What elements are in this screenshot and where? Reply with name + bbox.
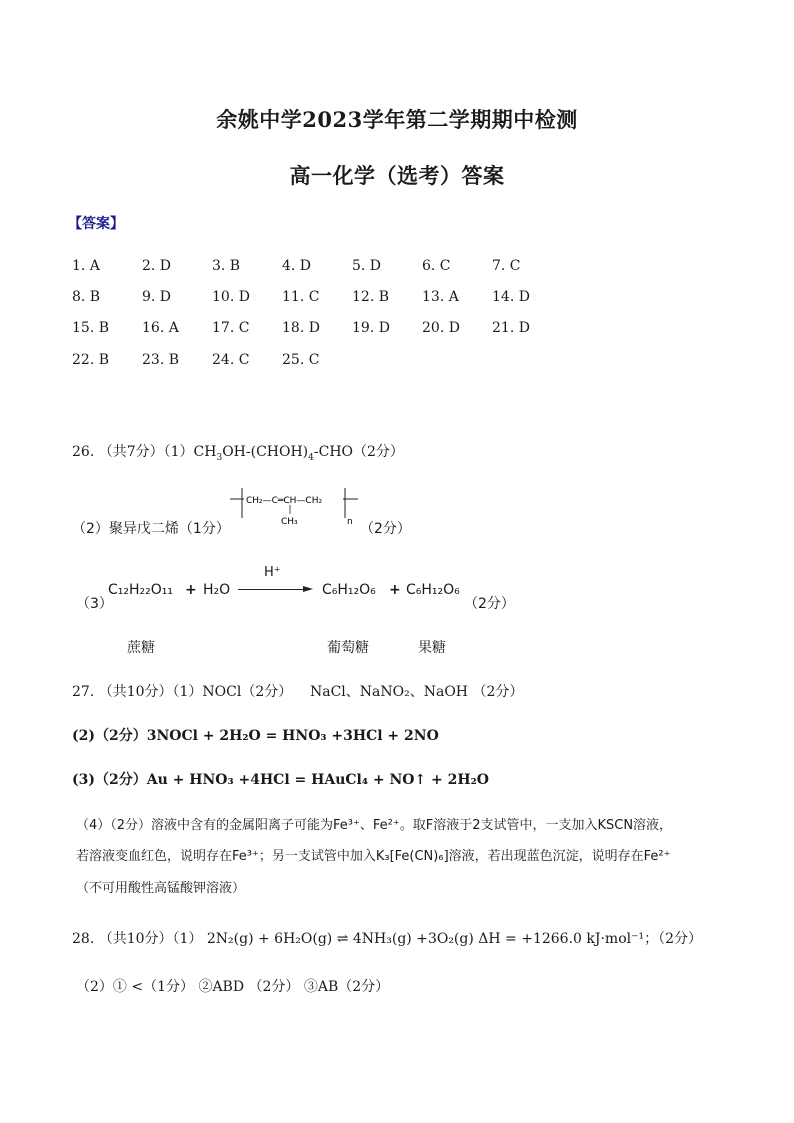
answer-item: 9. D: [142, 289, 172, 305]
answer-item: 20. D: [422, 320, 460, 336]
q27-line6: （不可用酸性高锰酸钾溶液）: [76, 881, 246, 896]
answer-item: 6. C: [422, 258, 451, 274]
q27-line3: (3)（2分）Au + HNO₃ +4HCl = HAuCl₄ + NO↑ + 2H₂O: [72, 772, 489, 788]
answer-item: 18. D: [282, 320, 320, 336]
answer-item: 7. C: [492, 258, 521, 274]
q27-line5: 若溶液变血红色，说明存在Fe³⁺；另一支试管中加入K₃[Fe(CN)₆]溶液，若出现蓝色沉淀，说明存在Fe²⁺: [76, 849, 671, 864]
q26-line3-score: （2分）: [464, 596, 515, 612]
q26-line3-label: （3）: [76, 596, 113, 612]
answer-item: 4. D: [282, 258, 312, 274]
q28-line2: （2）① <（1分） ②ABD （2分） ③AB（2分）: [76, 979, 390, 995]
label-sucrose: 蔗糖: [127, 640, 155, 656]
answer-item: 25. C: [282, 352, 320, 368]
arrow-head-icon: [303, 585, 313, 593]
polymer-main-chain: CH₂—C═CH—CH₂: [246, 496, 323, 506]
answer-tag: 【答案】: [68, 216, 124, 232]
answer-item: 5. D: [352, 258, 382, 274]
page-subtitle: 高一化学（选考）答案: [289, 163, 505, 188]
q27-line2: (2)（2分）3NOCl + 2H₂O = HNO₃ +3HCl + 2NO: [72, 728, 439, 744]
answer-item: 8. B: [72, 289, 101, 305]
label-glucose: 葡萄糖: [327, 640, 369, 656]
answer-item: 13. A: [422, 289, 459, 305]
polyisoprene-structure: [228, 484, 360, 532]
answer-item: 24. C: [212, 352, 250, 368]
page-title: 余姚中学2023学年第二学期期中检测: [216, 107, 578, 132]
answer-item: 17. C: [212, 320, 250, 336]
reactant-water: H₂O: [203, 582, 231, 598]
answer-item: 15. B: [72, 320, 110, 336]
answer-item: 1. A: [72, 258, 100, 274]
answer-item: 16. A: [142, 320, 179, 336]
q26-line2-score: （2分）: [360, 521, 411, 537]
answer-item: 19. D: [352, 320, 390, 336]
answer-item: 3. B: [212, 258, 241, 274]
answer-item: 14. D: [492, 289, 530, 305]
catalyst-label: H⁺: [264, 565, 281, 580]
q27-line1-a: 27. （共10分）（1）NOCl（2分）: [72, 684, 293, 700]
polymer-branch: CH₃: [281, 517, 298, 527]
polymer-n: n: [347, 517, 353, 527]
reactant-sucrose: C₁₂H₂₂O₁₁: [108, 582, 173, 598]
answer-item: 11. C: [282, 289, 320, 305]
product-fructose: C₆H₁₂O₆: [406, 582, 460, 598]
q27-line4: （4）（2分）溶液中含有的金属阳离子可能为Fe³⁺、Fe²⁺。取F溶液于2支试管中，一支加入KSCN溶液，: [76, 818, 673, 833]
q26-line1: 26. （共7分）$(1)CH_3OH-(CHOH)_4-CHO(2$分）: [72, 444, 404, 463]
plus-sign-2: +: [389, 582, 401, 598]
answer-item: 10. D: [212, 289, 250, 305]
plus-sign-1: +: [185, 582, 197, 598]
reaction-arrow: [238, 589, 310, 590]
answer-item: 23. B: [142, 352, 180, 368]
answer-item: 2. D: [142, 258, 172, 274]
answer-item: 21. D: [492, 320, 530, 336]
answer-item: 12. B: [352, 289, 390, 305]
q27-line1-b: NaCl、NaNO₂、NaOH （2分）: [310, 684, 524, 700]
answer-item: 22. B: [72, 352, 110, 368]
product-glucose: C₆H₁₂O₆: [322, 582, 376, 598]
q26-line2-label: （2）聚异戊二烯（1分）: [72, 521, 230, 537]
label-fructose: 果糖: [418, 640, 446, 656]
q28-line1: 28. （共10分）（1） 2N₂(g) + 6H₂O(g) ⇌ 4NH₃(g) +3O₂(g) ΔH = +1266.0 kJ·mol⁻¹；（2分）: [72, 931, 703, 947]
